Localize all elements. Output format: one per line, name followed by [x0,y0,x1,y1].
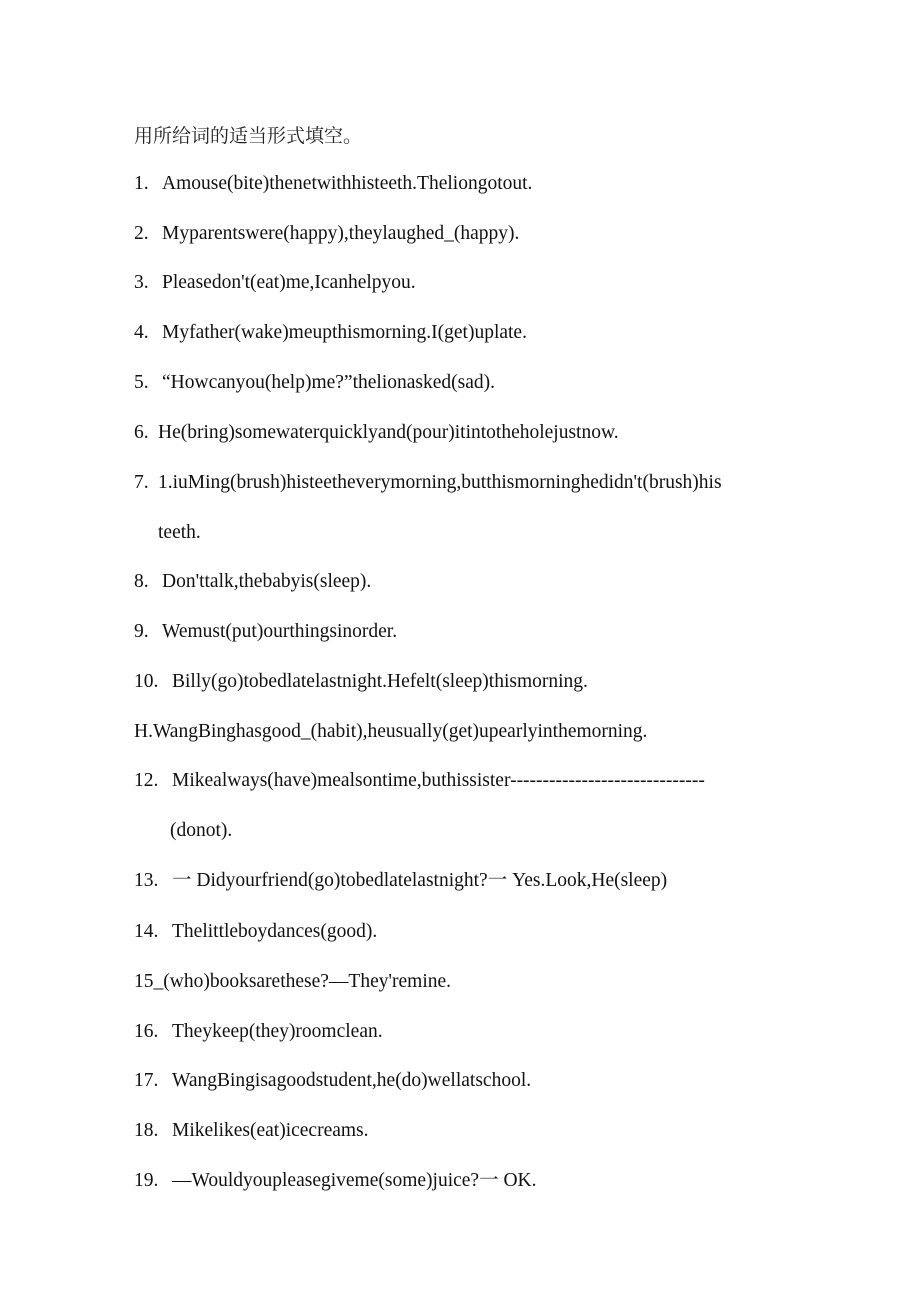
item-text: WangBingisagoodstudent,he(do)wellatschool. [172,1070,532,1091]
item-text: Billy(go)tobedlatelastnight.Hefelt(sleep)thismorning. [172,671,588,692]
exercise-item-9 [134,620,397,644]
item-text: 一 Didyourfriend(go)tobedlatelastnight?一 Yes.Look,He(sleep) [172,870,668,891]
item-number: 16. [134,1021,159,1042]
item-text: Mikealways(have)mealsontime,buthissister------------------------------ [172,770,705,791]
exercise-item-19 [134,1169,537,1193]
item-number: 13. [134,870,159,891]
item-number: 5. [134,372,149,393]
exercise-item-17 [134,1069,531,1093]
exercise-item-5 [134,371,495,395]
item-text: Mikelikes(eat)icecreams. [172,1120,369,1141]
item-text: —Wouldyoupleasegiveme(some)juice?一 OK. [172,1170,537,1191]
item-number: 8. [134,571,149,592]
item-number: 6. [134,422,149,443]
item-number: 12. [134,770,159,791]
item-text: Amouse(bite)thenetwithhisteeth.Theliongotout. [162,173,533,194]
instruction-heading: 用所给词的适当形式填空。 [134,125,363,147]
item-number: 19. [134,1170,159,1191]
exercise-item-15 [134,970,451,994]
item-text: Don'ttalk,thebabyis(sleep). [162,571,372,592]
item-text: Theykeep(they)roomclean. [172,1021,383,1042]
exercise-item-7-continuation: teeth. [158,522,201,543]
item-text: “Howcanyou(help)me?”thelionasked(sad). [162,372,495,393]
exercise-item-13 [134,869,667,893]
exercise-item-1 [134,172,532,196]
exercise-item-3 [134,271,416,295]
exercise-item-8 [134,570,371,594]
exercise-item-2 [134,222,519,246]
exercise-item-7 [134,471,722,495]
item-number: 9. [134,621,149,642]
exercise-item-14 [134,920,377,944]
exercise-item-12-continuation: (donot). [170,820,233,841]
item-text: Myfather(wake)meupthismorning.I(get)uplate. [162,322,527,343]
item-number: 1. [134,173,149,194]
item-text: Myparentswere(happy),theylaughed_(happy). [162,223,520,244]
exercise-item-6 [134,421,619,445]
item-number: 18. [134,1120,159,1141]
item-number: 14. [134,921,159,942]
item-text: Wemust(put)ourthingsinorder. [162,621,398,642]
exercise-item-11 [134,720,647,744]
exercise-item-16 [134,1020,383,1044]
item-text: H.WangBinghasgood_(habit),heusually(get)upearlyinthemorning. [134,721,648,742]
item-number: 7. [134,472,149,493]
item-text: Pleasedon't(eat)me,Icanhelpyou. [162,272,416,293]
item-number: 3. [134,272,149,293]
item-text: 1.iuMing(brush)histeetheverymorning,butthismorninghedidn't(brush)his [158,472,722,493]
item-number: 2. [134,223,149,244]
exercise-item-18 [134,1119,369,1143]
exercise-item-10 [134,670,588,694]
item-number: 17. [134,1070,159,1091]
item-number: 4. [134,322,149,343]
item-number: 10. [134,671,159,692]
exercise-item-12 [134,769,705,793]
exercise-item-4 [134,321,527,345]
item-text: Thelittleboydances(good). [172,921,378,942]
item-text: 15_(who)booksarethese?—They'remine. [134,971,452,992]
item-text: He(bring)somewaterquicklyand(pour)itintotheholejustnow. [158,422,619,443]
